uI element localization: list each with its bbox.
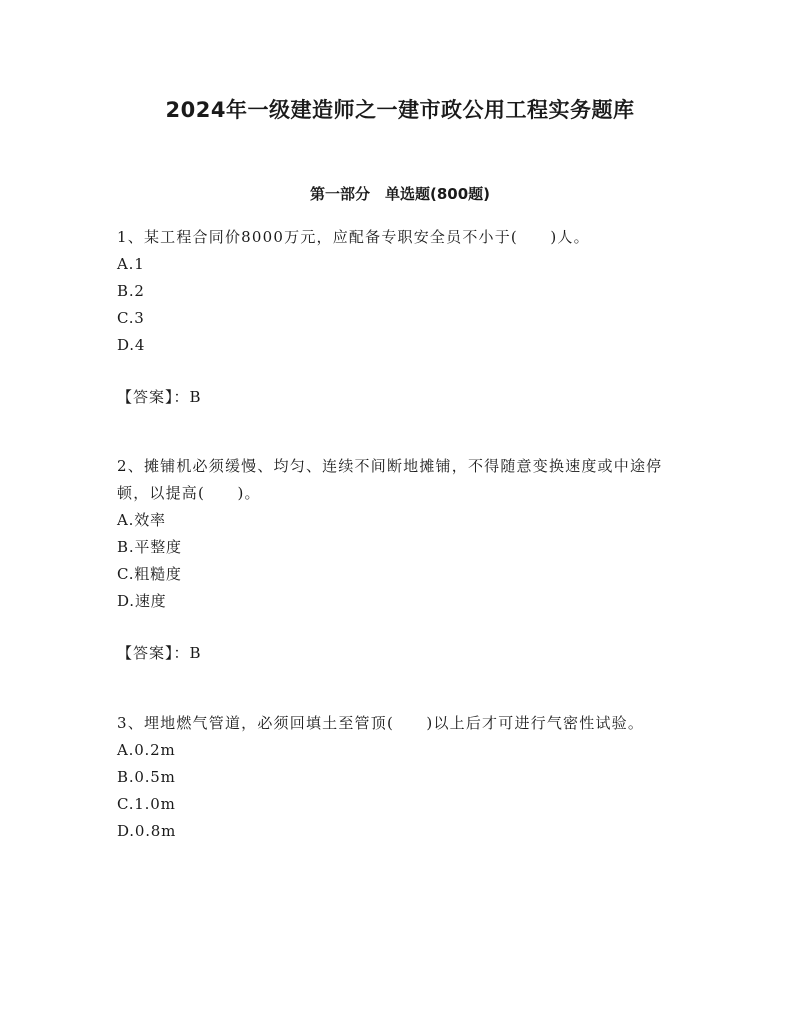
question-1 xyxy=(117,224,687,406)
section-title: 第一部分 单选题(800题) xyxy=(309,185,491,203)
answer-line: 【答案】：B xyxy=(117,388,202,406)
option-a: A.1 xyxy=(117,255,145,273)
option-a: A.0.2m xyxy=(117,741,176,759)
question-stem: 1、某工程合同价8000万元，应配备专职安全员不小于( )人。 xyxy=(117,228,590,246)
option-b: B.2 xyxy=(117,282,145,300)
option-d: D.0.8m xyxy=(117,822,177,840)
question-3 xyxy=(117,710,687,845)
option-c: C.3 xyxy=(117,309,145,327)
question-stem: 2、摊铺机必须缓慢、均匀、连续不间断地摊铺，不得随意变换速度或中途停顿，以提高( )。 xyxy=(117,457,663,502)
option-c: C.1.0m xyxy=(117,795,176,813)
option-a: A.效率 xyxy=(117,511,166,529)
option-b: B.平整度 xyxy=(117,538,182,556)
option-d: D.4 xyxy=(117,336,146,354)
answer-line: 【答案】：B xyxy=(117,644,202,662)
option-b: B.0.5m xyxy=(117,768,176,786)
document-title: 2024年一级建造师之一建市政公用工程实务题库 xyxy=(165,98,635,122)
option-d: D.速度 xyxy=(117,592,167,610)
option-c: C.粗糙度 xyxy=(117,565,182,583)
question-2 xyxy=(117,453,687,662)
question-stem: 3、埋地燃气管道，必须回填土至管顶( )以上后才可进行气密性试验。 xyxy=(117,714,645,732)
